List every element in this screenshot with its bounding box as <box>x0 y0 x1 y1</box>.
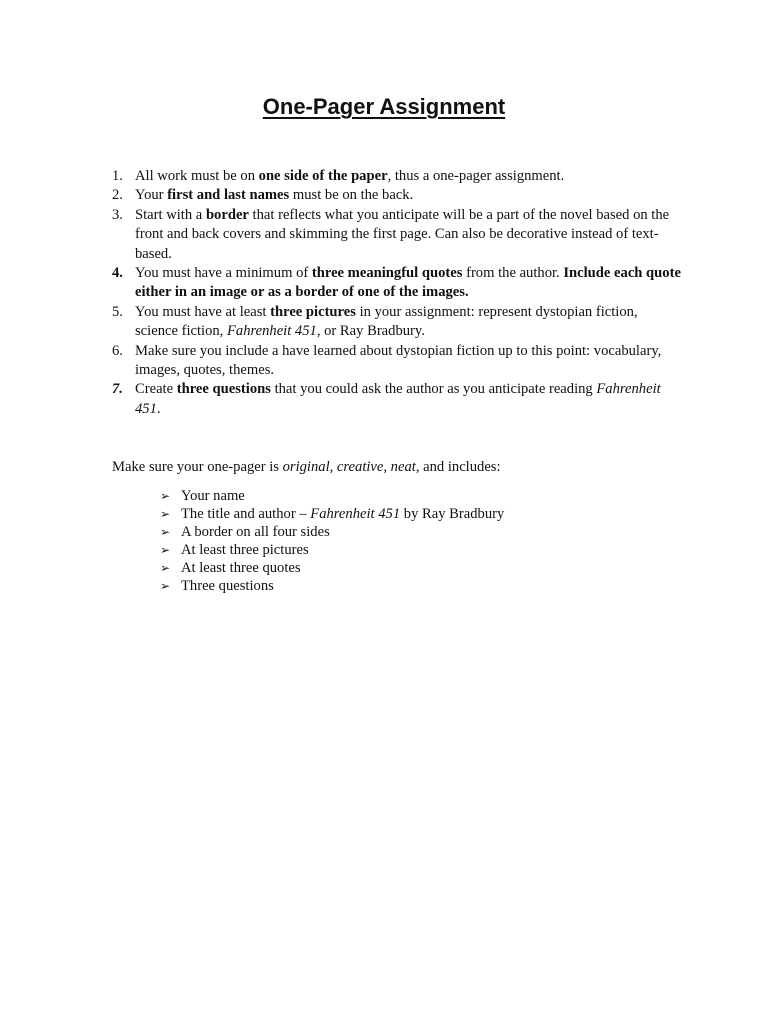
checklist-item-title-author: ➢ The title and author – Fahrenheit 451 by Ray Bradbury <box>160 506 505 522</box>
instruction-item-2: 2. Your first and last names must be on the back. <box>112 186 682 205</box>
checklist-intro: Make sure your one-pager is original, creative, neat, and includes: <box>112 459 501 475</box>
item-number: 5. <box>112 303 123 320</box>
arrow-bullet-icon: ➢ <box>160 579 171 593</box>
instruction-item-7: 7. Create three questions that you could ask the author as you anticipate reading Fahrenheit 451. <box>112 381 661 417</box>
arrow-bullet-icon: ➢ <box>160 489 171 503</box>
instruction-item-5: 5. You must have at least three pictures in your assignment: represent dystopian fiction, science fiction, Fahrenheit 451, or Ray Bradbury. <box>112 303 638 340</box>
item-number: 2. <box>112 187 123 204</box>
instruction-item-6: 6. Make sure you include a have learned about dystopian fiction up to this point: vocabulary, images, quotes, themes. <box>112 342 662 379</box>
requirements-checklist <box>160 487 640 595</box>
item-number: 3. <box>112 206 123 223</box>
item-number: 1. <box>112 168 123 184</box>
arrow-bullet-icon: ➢ <box>160 507 171 521</box>
checklist-item-name: ➢ Your name <box>160 488 245 504</box>
instruction-item-1: 1. All work must be on one side of the paper, thus a one-pager assignment. <box>112 167 682 186</box>
checklist-item-quotes: ➢ At least three quotes <box>160 560 301 576</box>
arrow-bullet-icon: ➢ <box>160 561 171 575</box>
item-number: 6. <box>112 342 123 359</box>
arrow-bullet-icon: ➢ <box>160 543 171 557</box>
checklist-item-questions: ➢ Three questions <box>160 578 274 594</box>
instruction-item-4: 4. You must have a minimum of three meaningful quotes from the author. Include each quote either in an image or as a border of one of the images. <box>112 265 681 301</box>
instruction-list <box>112 167 682 419</box>
instruction-item-3: 3. Start with a border that reflects what you anticipate will be a part of the novel based on the front and back covers and skimming the first page. Can also be decorative instead of text-based. <box>112 206 670 262</box>
arrow-bullet-icon: ➢ <box>160 525 171 539</box>
checklist-item-border: ➢ A border on all four sides <box>160 524 330 540</box>
item-number: 7. <box>112 381 123 398</box>
item-number: 4. <box>112 265 123 282</box>
page-title: One-Pager Assignment <box>262 94 506 119</box>
checklist-item-pictures: ➢ At least three pictures <box>160 542 309 558</box>
